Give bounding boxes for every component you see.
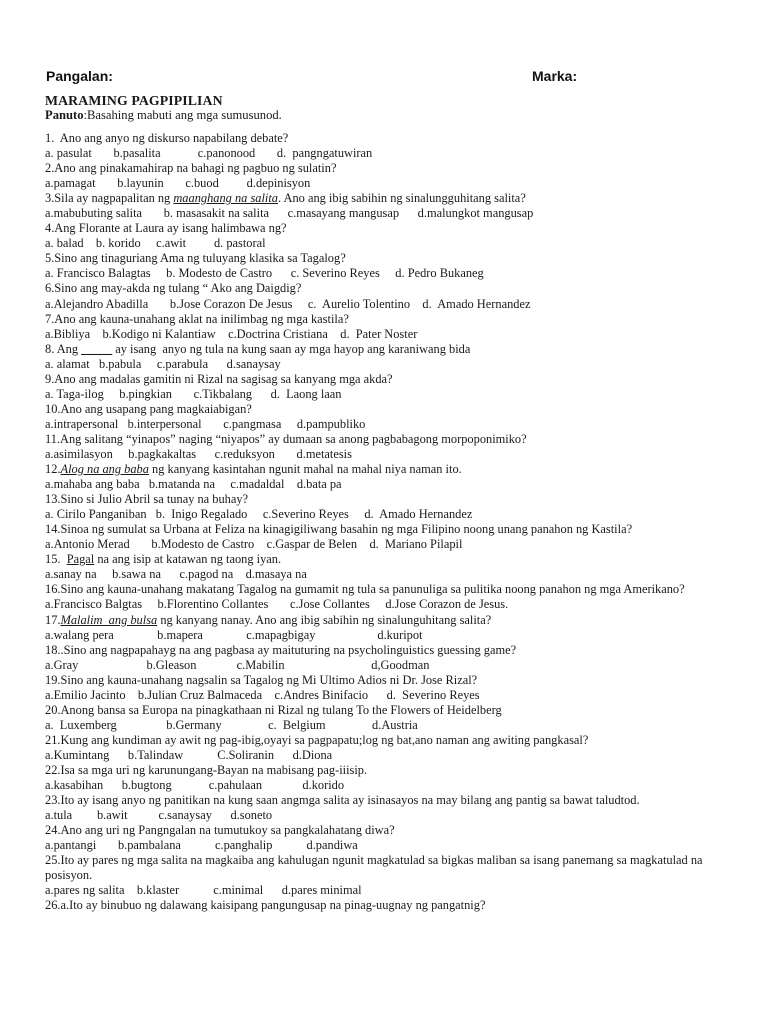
question-17-emphasis: Malalim ang bulsa — [60, 612, 158, 627]
instructions — [45, 108, 725, 123]
spacer — [45, 123, 725, 131]
question-18: 18..Sino ang nagpapahayg na ang pagbasa ay maituturing na psycholinguistics guessing game? — [45, 642, 517, 657]
question-3-post: . Ano ang ibig sabihin ng sinalungguhitang salita? — [278, 191, 526, 206]
options-20: a. Luxemberg b.Germany c. Belgium d.Austria — [45, 717, 418, 732]
question-3 — [45, 191, 725, 206]
options-11: a.asimilasyon b.pagkakaltas c.reduksyon d.metatesis — [45, 446, 352, 461]
question-15 — [45, 552, 725, 567]
question-20: 20.Anong bansa sa Europa na pinagkathaan ni Rizal ng tulang To the Flowers of Heidelberg — [45, 702, 502, 717]
options-22: a.kasabihan b.bugtong c.pahulaan d.korido — [45, 778, 345, 793]
question-14: 14.Sinoa ng sumulat sa Urbana at Feliza na kinagigiliwang basahin ng mga Filipino noong unang panahon ng Kastila? — [45, 522, 633, 537]
question-13: 13.Sino si Julio Abril sa tunay na buhay? — [45, 492, 249, 507]
name-label: Pangalan: — [46, 68, 113, 84]
question-19: 19.Sino ang kauna-unahang nagsalin sa Tagalog ng Mi Ultimo Adios ni Dr. Jose Rizal? — [45, 672, 478, 687]
question-15-emphasis: Pagal — [66, 552, 95, 567]
question-17-post: ng kanyang nanay. Ano ang ibig sabihin ng sinalunguhitang salita? — [157, 612, 492, 627]
question-17 — [45, 613, 725, 628]
options-21: a.Kumintang b.Talindaw C.Soliranin d.Diona — [45, 747, 333, 762]
options-1: a. pasulat b.pasalita c.panonood d. pangngatuwiran — [45, 146, 373, 161]
question-6: 6.Sino ang may-akda ng tulang “ Ako ang Daigdig? — [45, 281, 302, 296]
options-7: a.Bibliya b.Kodigo ni Kalantiaw c.Doctrina Cristiana d. Pater Noster — [45, 326, 418, 341]
question-8 — [45, 342, 725, 357]
question-15-pre: 15. — [45, 552, 67, 567]
question-1: 1. Ano ang anyo ng diskurso napabilang debate? — [45, 131, 289, 145]
question-22: 22.Isa sa mga uri ng karunungang-Bayan na mabisang pag-iiisip. — [45, 762, 368, 777]
question-12-emphasis: Alog na ang baba — [60, 462, 149, 477]
question-5: 5.Sino ang tinaguriang Ama ng tuluyang klasika sa Tagalog? — [45, 251, 346, 266]
options-13: a. Cirilo Panganiban b. Inigo Regalado c.Severino Reyes d. Amado Hernandez — [45, 507, 473, 522]
options-3: a.mabubuting salita b. masasakit na salita c.masayang mangusap d.malungkot mangusap — [45, 206, 534, 221]
question-3-pre: 3.Sila ay nagpapalitan ng — [45, 191, 174, 206]
options-2: a.pamagat b.layunin c.buod d.depinisyon — [45, 176, 311, 191]
options-10: a.intrapersonal b.interpersonal c.pangmasa d.pampubliko — [45, 416, 366, 431]
question-17-pre: 17. — [45, 612, 61, 627]
worksheet-content — [45, 93, 725, 913]
question-15-post: na ang isip at katawan ng taong iyan. — [94, 552, 282, 567]
question-12 — [45, 462, 725, 477]
options-14: a.Antonio Merad b.Modesto de Castro c.Gaspar de Belen d. Mariano Pilapil — [45, 537, 463, 552]
question-2: 2.Ano ang pinakamahirap na bahagi ng pagbuo ng sulatin? — [45, 161, 337, 176]
question-25: 25.Ito ay pares ng mga salita na magkaiba ang kahulugan ngunit magkatulad sa bigkas maliban sa isang panemang sa magkatulad na posisyon. — [45, 853, 706, 883]
question-8-blank: _____ — [81, 341, 113, 356]
options-8: a. alamat b.pabula c.parabula d.sanaysay — [45, 356, 281, 371]
question-8-pre: 8. Ang — [45, 341, 82, 356]
options-12: a.mahaba ang baba b.matanda na c.madaldal d.bata pa — [45, 477, 342, 492]
instructions-text: :Basahing mabuti ang mga sumusunod. — [83, 108, 282, 122]
question-24: 24.Ano ang uri ng Pangngalan na tumutukoy sa pangkalahatang diwa? — [45, 823, 395, 838]
score-label: Marka: — [532, 68, 578, 84]
options-4: a. balad b. korido c.awit d. pastoral — [45, 236, 266, 251]
options-19: a.Emilio Jacinto b.Julian Cruz Balmaceda c.Andres Binifacio d. Severino Reyes — [45, 687, 480, 702]
options-24: a.pantangi b.pambalana c.panghalip d.pandiwa — [45, 838, 358, 853]
question-8-post: ay isang anyo ng tula na kung saan ay mga hayop ang karaniwang bida — [112, 341, 471, 356]
options-18: a.Gray b.Gleason c.Mabilin d,Goodman — [45, 657, 430, 672]
options-9: a. Taga-ilog b.pingkian c.Tikbalang d. Laong laan — [45, 386, 342, 401]
question-3-emphasis: maanghang na salita — [173, 191, 278, 206]
instructions-label: Panuto — [45, 108, 84, 122]
question-10: 10.Ano ang usapang pang magkaiabigan? — [45, 401, 252, 416]
question-21: 21.Kung ang kundiman ay awit ng pag-ibig,oyayi sa pagpapatu;log ng bat,ano naman ang awiting pangkasal? — [45, 732, 589, 747]
options-17: a.walang pera b.mapera c.mapagbigay d.kuripot — [45, 627, 423, 642]
options-6: a.Alejandro Abadilla b.Jose Corazon De Jesus c. Aurelio Tolentino d. Amado Hernandez — [45, 296, 531, 311]
question-16: 16.Sino ang kauna-unahang makatang Tagalog na gumamit ng tula sa panunuliga sa pulitika noong panahon ng mga Amerikano? — [45, 582, 685, 597]
question-12-post: ng kanyang kasintahan ngunit mahal na mahal niya naman ito. — [148, 462, 462, 477]
section-title: MARAMING PAGPIPILIAN — [45, 93, 223, 108]
options-23: a.tula b.awit c.sanaysay d.soneto — [45, 808, 273, 823]
options-16: a.Francisco Balgtas b.Florentino Collantes c.Jose Collantes d.Jose Corazon de Jesus. — [45, 597, 509, 612]
question-4: 4.Ang Florante at Laura ay isang halimbawa ng? — [45, 221, 287, 236]
options-25: a.pares ng salita b.klaster c.minimal d.pares minimal — [45, 883, 362, 898]
question-7: 7.Ano ang kauna-unahang aklat na inilimbag ng mga kastila? — [45, 311, 349, 326]
options-5: a. Francisco Balagtas b. Modesto de Castro c. Severino Reyes d. Pedro Bukaneg — [45, 266, 484, 281]
question-26: 26.a.Ito ay binubuo ng dalawang kaisipang pangungusap na pinag-uugnay ng pangatnig? — [45, 898, 486, 913]
question-9: 9.Ano ang madalas gamitin ni Rizal na sagisag sa kanyang mga akda? — [45, 371, 393, 386]
question-12-pre: 12. — [45, 462, 61, 477]
options-15: a.sanay na b.sawa na c.pagod na d.masaya na — [45, 567, 307, 582]
question-11: 11.Ang salitang “yinapos” naging “niyapos” ay dumaan sa anong pagbabagong morpoponimiko? — [45, 431, 527, 446]
question-23: 23.Ito ay isang anyo ng panitikan na kung saan angmga salita ay isinasayos na may bilang ang pantig sa bawat taludtod. — [45, 793, 640, 808]
